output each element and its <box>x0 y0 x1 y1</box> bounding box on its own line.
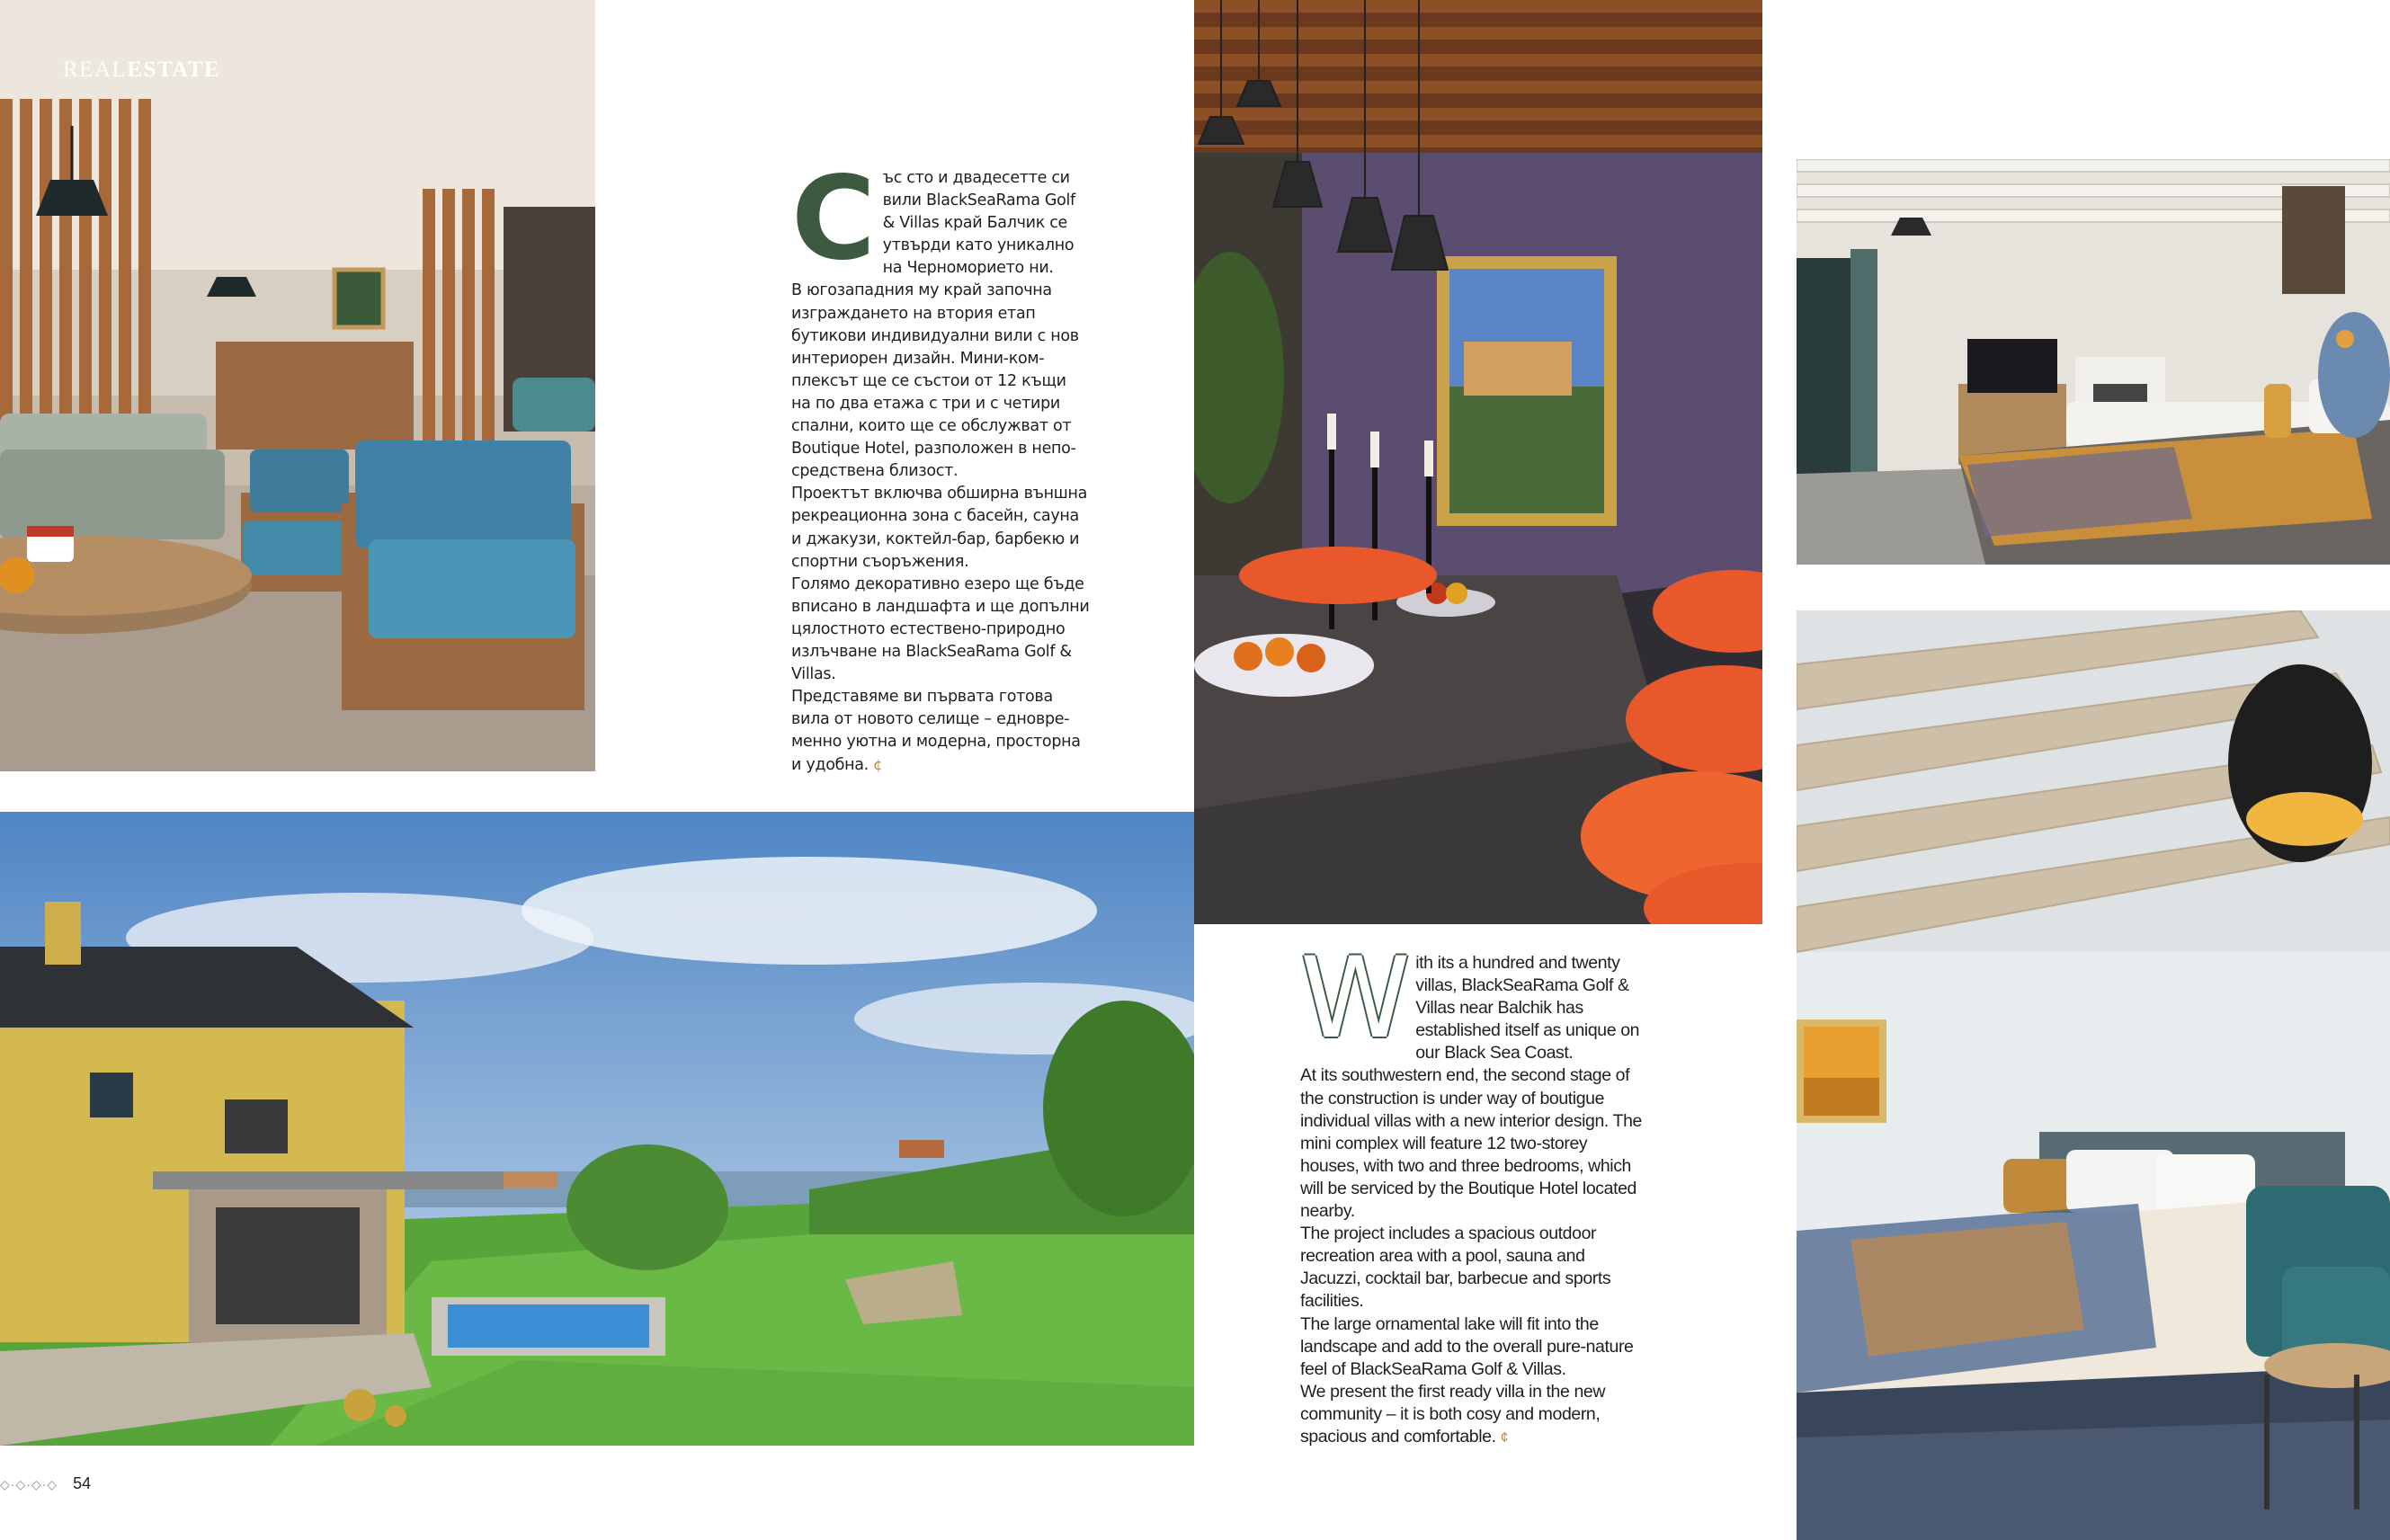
paragraph-en-2: At its southwestern end, the second stage of the construction is under way of boutigue individual villas with a new interior design. The mini complex will feature 12 two-storey houses, with two and three bedrooms, which will be serviced by the Boutique Hotel located nearby. <box>1300 1065 1642 1222</box>
paragraph-bg-2: В югозападния му край започна изграждането на втория етап бутикови индивидуални вили с нов интериорен дизайн. Мини-комплексът ще се състои от 12 къщи на по два етажа с три и с четири спални, които ще се обслужват от Boutique Hotel, разположен в непосредствена близост. <box>791 281 1079 481</box>
end-mark-en: ¢ <box>1500 1429 1509 1446</box>
paragraph-en-5 <box>1300 1381 1642 1449</box>
section-label-light: REAL <box>63 58 128 82</box>
paragraph-bg-5-text: Представяме ви първата готова вила от новото селище – едновременно уютна и модерна, просторна и удобна. <box>791 688 1081 775</box>
paragraph-en-4: The large ornamental lake will fit into the landscape and add to the overall pure-nature feel of BlackSeaRama Golf & Villas. <box>1300 1313 1634 1379</box>
paragraph-bg-5 <box>791 686 1090 777</box>
paragraph-bg-1: ъс сто и двадесетте си вили BlackSeaRama Golf & Villas край Балчик се утвърди като уникално на Черноморието ни. <box>882 169 1075 278</box>
paragraph-bg-3: Проектът включва обширна външна рекреационна зона с басейн, сауна и джакузи, коктейл-бар, барбекю и спортни съоръжения. <box>791 485 1088 571</box>
section-label-bold: ESTATE <box>127 58 221 82</box>
folio <box>0 1474 91 1493</box>
paragraph-en-5-text: We present the first ready villa in the new community – it is both cosy and modern, spacious and comfortable. <box>1300 1381 1606 1447</box>
end-mark-bg: ¢ <box>873 756 883 774</box>
bedroom-photo <box>1797 610 2390 1540</box>
paragraph-bg-4: Голямо декоративно езеро ще бъде вписано в ландшафта и ще допълни цялостното естествено-природно излъчване на BlackSeaRama Golf & Villas. <box>791 574 1090 684</box>
paragraph-en-1: ith its a hundred and twenty villas, BlackSeaRama Golf & Villas near Balchik has established itself as unique on our Black Sea Coast. <box>1415 953 1640 1064</box>
article-text-bulgarian <box>791 152 1090 778</box>
dining-room-photo <box>1194 0 1762 924</box>
dropcap-english: W <box>1300 934 1411 1064</box>
living-room-photo <box>0 0 595 771</box>
article-text-english <box>1300 934 1642 1449</box>
bedroom-fireplace-photo <box>1797 159 2390 565</box>
folio-ornament: ◇·◇·◇·◇ <box>0 1477 58 1491</box>
villa-exterior-photo <box>0 812 1194 1446</box>
section-label <box>63 58 220 83</box>
paragraph-en-3: The project includes a spacious outdoor recreation area with a pool, sauna and Jacuzzi, cocktail bar, barbecue and sports facilities. <box>1300 1224 1611 1312</box>
dropcap-bulgarian: С <box>791 152 876 286</box>
page-number: 54 <box>73 1474 92 1492</box>
